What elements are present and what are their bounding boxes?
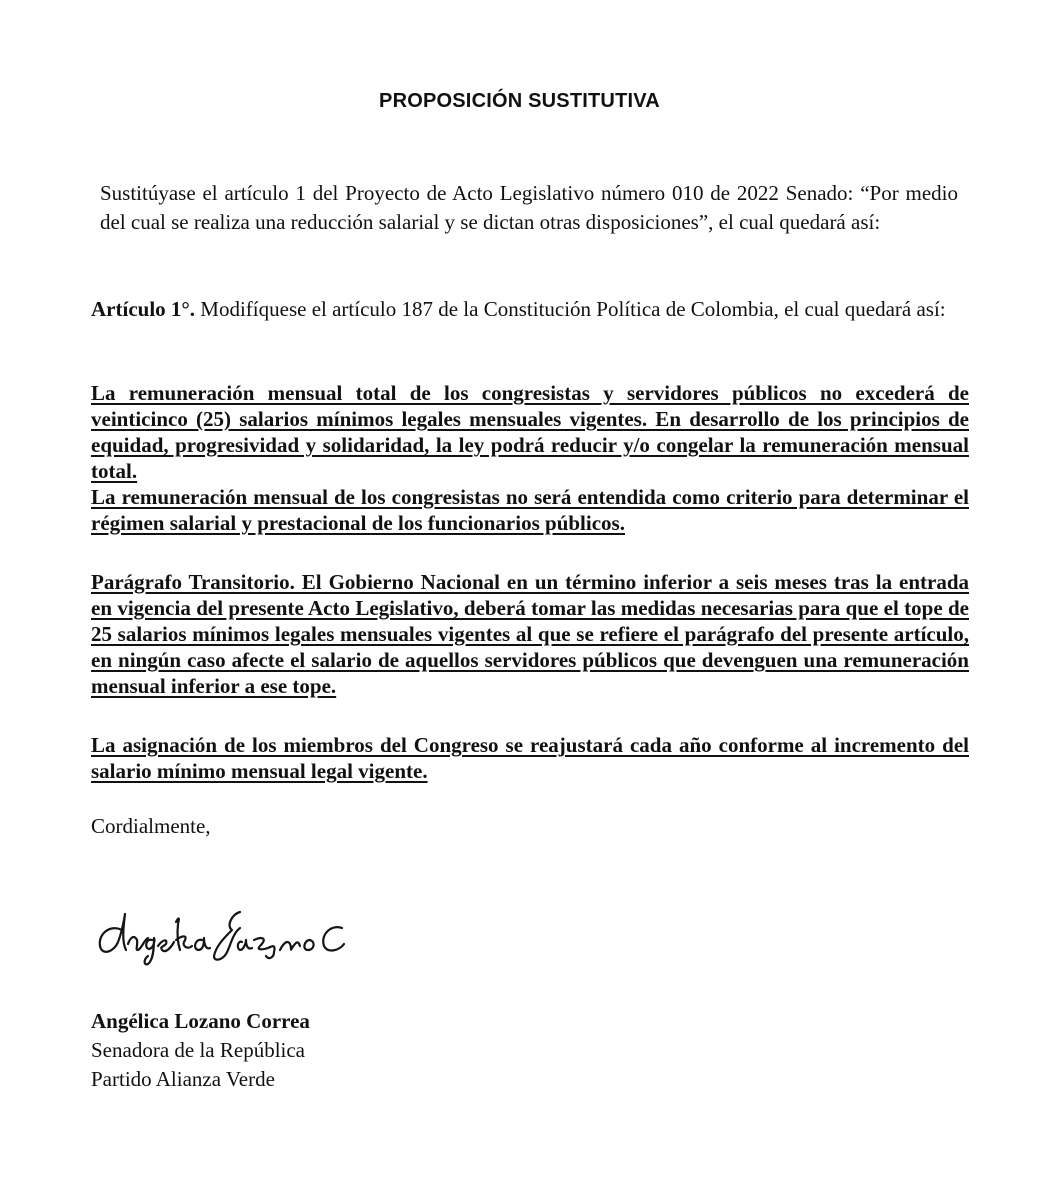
amendment-block bbox=[91, 380, 969, 536]
signer-block bbox=[91, 1007, 310, 1094]
article-text: Modifíquese el artículo 187 de la Constitución Política de Colombia, el cual quedará así: bbox=[195, 297, 946, 321]
signer-name: Angélica Lozano Correa bbox=[91, 1009, 310, 1033]
amendment-paragraph-1: La remuneración mensual total de los congresistas y servidores públicos no excederá de veinticinco (25) salarios mínimos legales mensuales vigentes. En desarrollo de los principios de equidad, progresividad y solidaridad, la ley podrá reducir y/o congelar la remuneración mensual total. bbox=[91, 381, 969, 483]
transitory-paragraph: Parágrafo Transitorio. El Gobierno Nacional en un término inferior a seis meses tras la entrada en vigencia del presente Acto Legislativo, deberá tomar las medidas necesarias para que el tope de 25 salarios mínimos legales mensuales vigentes al que se refiere el parágrafo del presente artículo, en ningún caso afecte el salario de aquellos servidores públicos que devenguen una remuneración mensual inferior a ese tope. bbox=[91, 570, 969, 698]
article-label: Artículo 1°. bbox=[91, 297, 196, 321]
handwritten-signature bbox=[92, 900, 362, 975]
document-title: PROPOSICIÓN SUSTITUTIVA bbox=[379, 90, 660, 112]
signer-role: Senadora de la República bbox=[91, 1038, 305, 1062]
amendment-paragraph-2: La remuneración mensual de los congresistas no será entendida como criterio para determinar el régimen salarial y prestacional de los funcionarios públicos. bbox=[91, 485, 969, 535]
adjustment-paragraph: La asignación de los miembros del Congreso se reajustará cada año conforme al incremento del salario mínimo mensual legal vigente. bbox=[91, 733, 969, 783]
intro-paragraph: Sustitúyase el artículo 1 del Proyecto de Acto Legislativo número 010 de 2022 Senado: “Por medio del cual se realiza una reducción salarial y se dictan otras disposiciones”, el cual quedará así: bbox=[100, 181, 958, 234]
signer-party: Partido Alianza Verde bbox=[91, 1067, 275, 1091]
article-paragraph bbox=[91, 296, 969, 322]
closing-line: Cordialmente, bbox=[91, 814, 211, 838]
